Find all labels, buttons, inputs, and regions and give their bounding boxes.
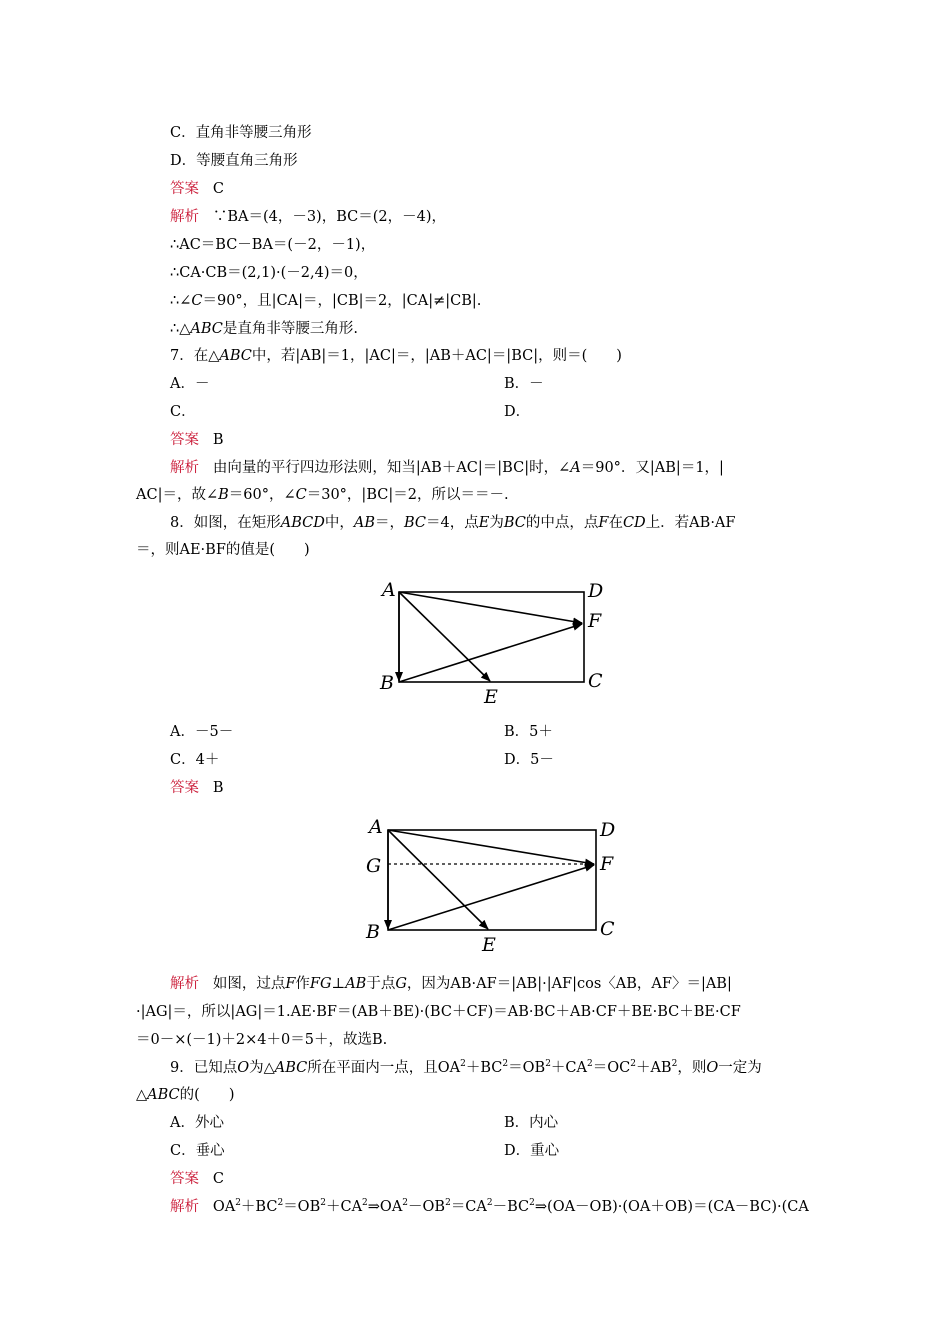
point-label: A (382, 579, 396, 601)
point-label: G (366, 855, 382, 877)
q7-option-a: A．－ (170, 376, 210, 392)
answer-label: 答案 (170, 432, 199, 448)
q6-analysis-line-4: ∴∠C＝90°，且|CA|＝，|CB|＝2，|CA|≠|CB|. (170, 293, 482, 309)
vector-bf (388, 865, 594, 930)
answer-value: B (212, 432, 224, 448)
q9-option-c: C．垂心 (170, 1143, 225, 1159)
answer-value: C (212, 1171, 224, 1187)
point-label: B (366, 921, 380, 943)
point-label: C (600, 918, 615, 940)
answer-value: B (212, 780, 224, 796)
q6-answer (170, 179, 224, 199)
q8-stem-line-2: ＝，则AE·BF的值是( ) (136, 542, 310, 558)
q6-analysis-line-1 (170, 207, 446, 227)
q7-option-b: B．－ (504, 376, 544, 392)
answer-label: 答案 (170, 1171, 199, 1187)
analysis-label: 解析 (170, 976, 199, 992)
q6-analysis-line-2: ∴AC＝BC－BA＝(－2，－1)， (170, 237, 376, 253)
analysis-label: 解析 (170, 1199, 199, 1215)
answer-label: 答案 (170, 780, 199, 796)
q7-analysis-line-1: 解析 由向量的平行四边形法则，知当|AB＋AC|＝|BC|时，∠A＝90°．又|AB|＝1，| (170, 460, 724, 476)
point-label: D (600, 819, 616, 841)
q9-stem-line-2: △ABC的( ) (136, 1087, 235, 1103)
q8-analysis-line-2: ·|AG|＝，所以|AG|＝1.AE·BF＝(AB＋BE)·(BC＋CF)＝AB·BC＋AB·CF＋BE·BC＋BE·CF (136, 1004, 741, 1020)
analysis-text: ∵BA＝(4，－3)，BC＝(2，－4)， (212, 209, 447, 225)
q8-option-c: C．4＋ (170, 752, 220, 768)
q9-option-a: A．外心 (170, 1115, 224, 1131)
q7-option-c: C． (170, 404, 196, 420)
q8-option-d: D．5－ (504, 752, 554, 768)
q8-option-b: B．5＋ (504, 724, 553, 740)
q7-option-d: D． (504, 404, 531, 420)
q6-option-c: C．直角非等腰三角形 (170, 125, 312, 141)
analysis-label: 解析 (170, 209, 199, 225)
answer-label: 答案 (170, 181, 199, 197)
analysis-label: 解析 (170, 460, 199, 476)
q7-analysis-line-2: AC|＝，故∠B＝60°，∠C＝30°，|BC|＝2，所以＝＝－. (136, 487, 509, 503)
point-label: F (600, 853, 614, 875)
q8-stem-line-1: 8．如图，在矩形ABCD中，AB＝，BC＝4，点E为BC的中点，点F在CD上．若AB·AF (170, 515, 736, 531)
q8-analysis-line-3: ＝0－×(－1)＋2×4＋0＝5＋，故选B. (136, 1032, 388, 1048)
rectangle-abcd (388, 830, 596, 930)
q8-answer (170, 778, 223, 798)
q8-analysis-line-1: 解析 如图，过点F作FG⊥AB于点G，因为AB·AF＝|AB|·|AF|cos〈AB，AF〉＝|AB| (170, 976, 732, 992)
answer-value: C (212, 181, 224, 197)
q9-option-d: D．重心 (504, 1143, 560, 1159)
q6-analysis-line-3: ∴CA·CB＝(2,1)·(－2,4)＝0， (170, 265, 368, 281)
q6-option-d: D．等腰直角三角形 (170, 153, 298, 169)
q8-option-a: A．－5－ (170, 724, 234, 740)
vector-af (388, 830, 594, 864)
q7-stem: 7．在△ABC中，若|AB|＝1，|AC|＝，|AB＋AC|＝|BC|，则＝( ) (170, 348, 622, 364)
point-label: B (380, 672, 394, 694)
rectangle-figure-2 (352, 808, 632, 965)
point-label: E (482, 934, 496, 956)
point-label: C (588, 670, 603, 692)
q6-analysis-line-5: ∴△ABC是直角非等腰三角形. (170, 321, 358, 337)
rectangle-abcd (399, 592, 584, 682)
q9-option-b: B．内心 (504, 1115, 559, 1131)
point-label: F (588, 610, 602, 632)
point-label: D (588, 580, 604, 602)
q9-analysis-line-1: 解析 $OA^2+BC^2=OB^2+CA^2\Rightarrow OA^2-OB^2=CA^2-BC^2\Rightarrow(OA-OB)\cdot(OA+OB)=(CA-BC)\cdot(CA$ (170, 1198, 809, 1215)
point-label: E (484, 686, 498, 708)
rectangle-figure-1 (366, 569, 616, 712)
q7-answer (170, 430, 223, 450)
point-label: A (369, 816, 383, 838)
q9-stem-line-1: 9．已知点O为△ABC所在平面内一点，且$OA^2+BC^2=OB^2+CA^2=OC^2+AB^2$，则O一定为 (170, 1059, 762, 1076)
q9-answer (170, 1169, 224, 1189)
vector-bf (399, 624, 582, 682)
